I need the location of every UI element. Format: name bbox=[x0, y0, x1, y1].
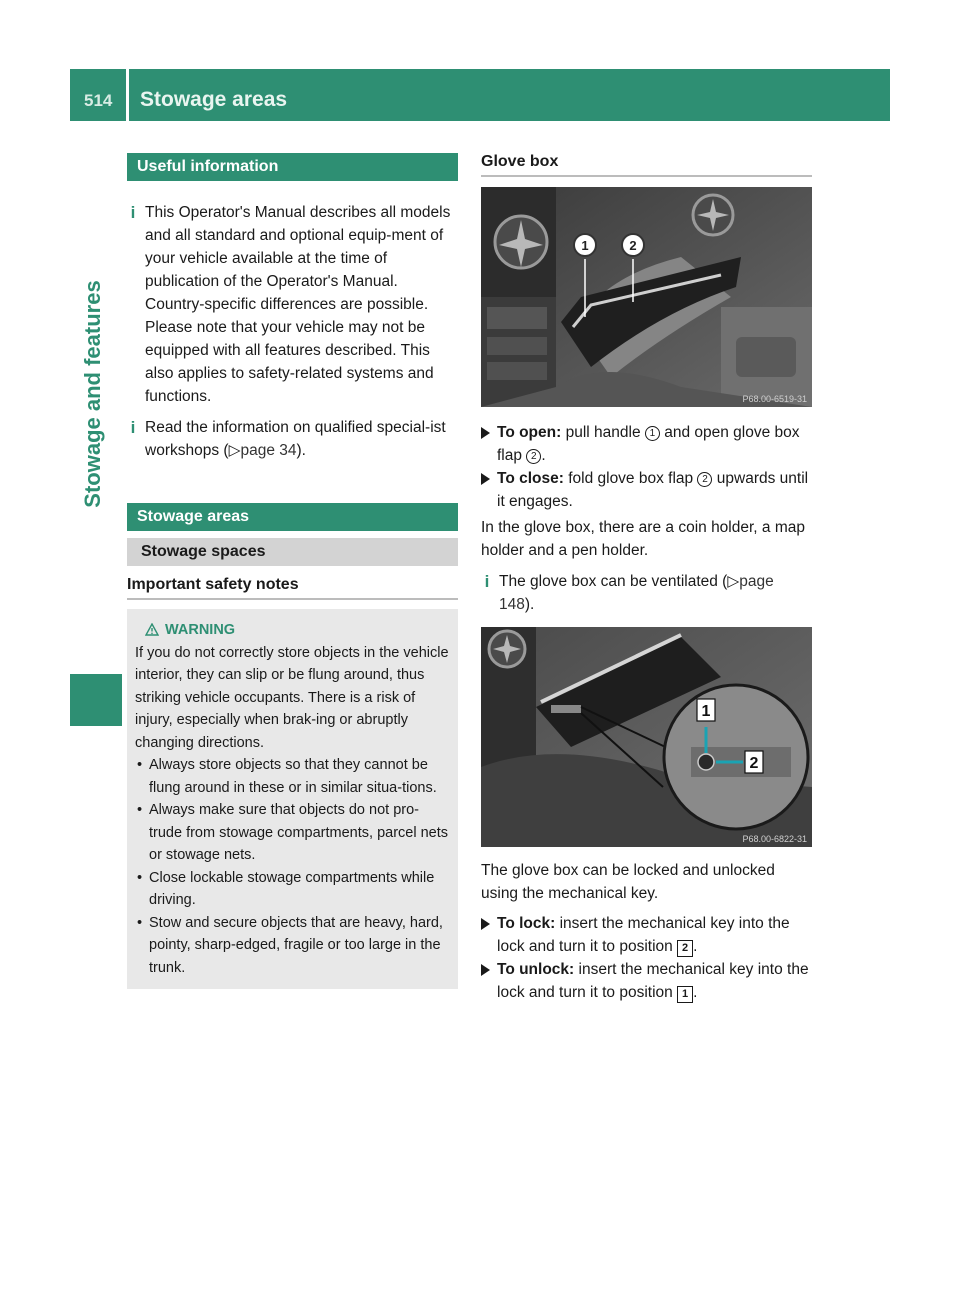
position-1-marker: 1 bbox=[677, 986, 693, 1003]
callout-2-label: 2 bbox=[749, 755, 759, 772]
right-column bbox=[481, 153, 812, 1004]
step-arrow-icon bbox=[481, 964, 490, 976]
item-2-marker: 2 bbox=[697, 472, 712, 487]
info-note-ventilation: i The glove box can be ventilated (▷page 148). bbox=[481, 570, 812, 616]
step-unlock: To unlock: insert the mechanical key into the lock and turn it to position 1 . bbox=[481, 958, 812, 1004]
warning-title: WARNING bbox=[135, 619, 450, 642]
callout-1-label: 1 bbox=[701, 703, 711, 720]
warning-bullet: • Close lockable stowage compartments while driving. bbox=[135, 867, 450, 912]
safety-notes-heading: Important safety notes bbox=[127, 576, 458, 600]
left-column bbox=[127, 153, 458, 989]
info-note-workshops bbox=[127, 416, 458, 462]
position-2-marker: 2 bbox=[677, 940, 693, 957]
info-text-pre: Read the information on qualified special-ist workshops ( bbox=[145, 419, 446, 459]
page-reference-link[interactable]: page 34 bbox=[240, 442, 297, 459]
warning-triangle-icon bbox=[145, 623, 159, 636]
item-2-marker: 2 bbox=[526, 449, 541, 464]
glove-box-heading: Glove box bbox=[481, 153, 812, 177]
glove-box-photo bbox=[481, 187, 812, 407]
step-arrow-icon bbox=[481, 473, 490, 485]
warning-box bbox=[127, 609, 458, 989]
info-text-post: ). bbox=[296, 442, 306, 459]
step-close: To close: fold glove box flap 2 upwards until it engages. bbox=[481, 467, 812, 513]
paragraph-lock-info: The glove box can be locked and unlocked using the mechanical key. bbox=[481, 862, 775, 902]
bullet-icon: • bbox=[137, 757, 143, 773]
step-lock: To lock: insert the mechanical key into the lock and turn it to position 2 . bbox=[481, 912, 812, 958]
image-code: P68.00-6519-31 bbox=[742, 394, 807, 404]
page-title: Stowage areas bbox=[140, 88, 288, 111]
warning-bullet: • Always store objects so that they cannot be flung around in these or in similar situa-tions. bbox=[135, 754, 450, 799]
warning-bullet: • Stow and secure objects that are heavy, hard, pointy, sharp-edged, fragile or too large in the trunk. bbox=[135, 912, 450, 980]
page-number: 514 bbox=[84, 91, 113, 110]
useful-info-heading: Useful information bbox=[127, 153, 458, 181]
header-divider bbox=[126, 69, 129, 121]
section-heading-stowage-areas: Stowage areas bbox=[127, 503, 458, 531]
chapter-label: Stowage and features bbox=[80, 280, 105, 508]
page-ref-arrow-icon: ▷ bbox=[228, 442, 241, 459]
subsection-heading-stowage-spaces: Stowage spaces bbox=[127, 538, 458, 566]
chapter-marker bbox=[70, 674, 122, 726]
item-1-marker: 1 bbox=[645, 426, 660, 441]
image-code: P68.00-6822-31 bbox=[742, 834, 807, 844]
page-header bbox=[70, 69, 890, 121]
callout-2-label: 2 bbox=[629, 238, 637, 253]
paragraph-holders: In the glove box, there are a coin holder, a map holder and a pen holder. bbox=[481, 519, 805, 559]
step-arrow-icon bbox=[481, 427, 490, 439]
step-open: To open: pull handle 1 and open glove box flap 2 . bbox=[481, 421, 812, 467]
glove-box-lock-photo bbox=[481, 627, 812, 847]
page-ref-arrow-icon: ▷ bbox=[727, 573, 740, 590]
info-text: This Operator's Manual describes all models and all standard and optional equip-ment of your vehicle available at the time of publication of the Operator's Manual. Country-specific differences are possible. Please note that your vehicle may not be equipped with all features described. This also applies to safety-related systems and functions. bbox=[145, 204, 451, 405]
bullet-icon: • bbox=[137, 802, 143, 818]
info-icon: i bbox=[130, 418, 136, 437]
info-icon: i bbox=[484, 572, 490, 591]
warning-text: If you do not correctly store objects in the vehicle interior, they can slip or be flung around, thus striking vehicle occupants. There is a risk of injury, especially when brak-ing or abruptly changing directions. bbox=[135, 644, 449, 751]
callout-1-label: 1 bbox=[581, 238, 589, 253]
info-note-operators-manual bbox=[127, 201, 458, 408]
bullet-icon: • bbox=[137, 914, 143, 931]
page-reference-link[interactable]: page 148 bbox=[499, 573, 774, 613]
warning-bullet: • Always make sure that objects do not pro-trude from stowage compartments, parcel nets or stowage nets. bbox=[135, 799, 450, 867]
info-icon: i bbox=[130, 203, 136, 222]
step-arrow-icon bbox=[481, 918, 490, 930]
bullet-icon: • bbox=[137, 869, 143, 886]
side-chapter-tab bbox=[70, 121, 122, 661]
